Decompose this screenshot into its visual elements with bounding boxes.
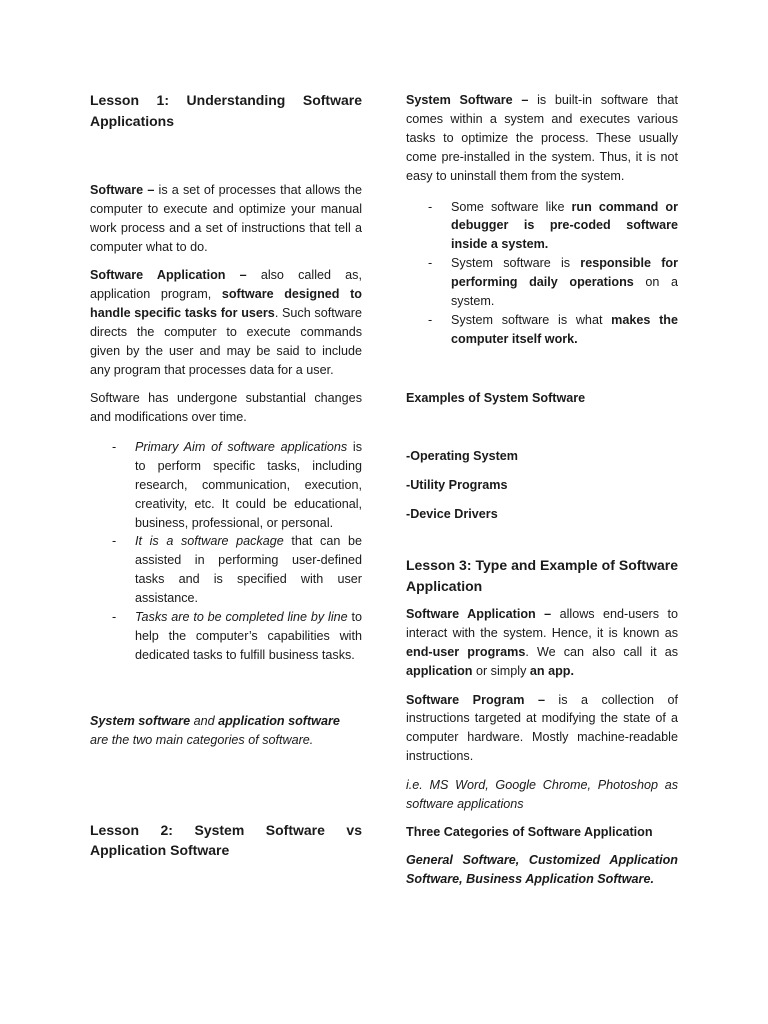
example-item: -Utility Programs (406, 477, 508, 492)
list-item: - System software is responsible for performing daily operations on a system. (406, 254, 678, 311)
list-item: - Primary Aim of software applications is to perform specific tasks, including research, communication, execution, creativity, etc. It could be educational, business, professional, or personal. (90, 438, 362, 533)
left-column (90, 90, 362, 861)
three-categories-heading: Three Categories of Software Application (406, 824, 653, 839)
software-term: Software – (90, 183, 155, 197)
categories-note: System software and application software are the two main categories of software. (90, 713, 340, 747)
example-item: -Operating System (406, 448, 518, 463)
list-item: - Some software like run command or debugger is pre-coded software inside a system. (406, 198, 678, 255)
software-program-definition: Software Program – is a collection of instructions targeted at modifying the state of a computer hardware. Mostly machine-readable instructions. (406, 692, 678, 764)
system-software-list (406, 198, 678, 349)
lesson1-title: Lesson 1: Understanding Software Applications (90, 92, 362, 129)
software-application-definition-2: Software Application – allows end-users to interact with the system. Hence, it is known as end-user programs. We can also call it as application or simply an app. (406, 607, 678, 679)
list-item: - It is a software package that can be assisted in performing user-defined tasks and is specified with user assistance. (90, 532, 362, 608)
system-software-term: System Software – (406, 93, 529, 107)
three-categories-list: General Software, Customized Application Software, Business Application Software. (406, 853, 678, 887)
lesson3-title: Lesson 3: Type and Example of Software Application (406, 557, 678, 594)
list-item: - System software is what makes the computer itself work. (406, 311, 678, 349)
software-application-definition: Software Application – also called as, application program, software designed to handle specific tasks for users. Such software directs the computer to execute commands given by the user and may be said to include any program that processes data for a user. (90, 268, 362, 377)
system-software-definition: System Software – is built-in software that comes within a system and executes various tasks to optimize the process. These usually come pre-installed in the system. Thus, it is not easy to uninstall them from the system. (406, 93, 678, 183)
example-item: -Device Drivers (406, 506, 498, 521)
lesson2-title-line1: Lesson 2: System Software vs (90, 821, 362, 838)
software-application-term: Software Application – (90, 268, 247, 283)
right-column (406, 91, 678, 899)
ie-note: i.e. MS Word, Google Chrome, Photoshop as software applications (406, 777, 678, 811)
lesson2-title-line2: Application Software (90, 842, 230, 859)
examples-heading: Examples of System Software (406, 390, 586, 405)
software-definition: Software – is a set of processes that allows the computer to execute and optimize your manual work process and a set of instructions that tell a computer what to do. (90, 183, 362, 254)
changes-paragraph: Software has undergone substantial changes and modifications over time. (90, 391, 362, 424)
list-item: - Tasks are to be completed line by line to help the computer’s capabilities with dedicated tasks to fulfill business tasks. (90, 608, 362, 665)
aim-list (90, 438, 362, 665)
